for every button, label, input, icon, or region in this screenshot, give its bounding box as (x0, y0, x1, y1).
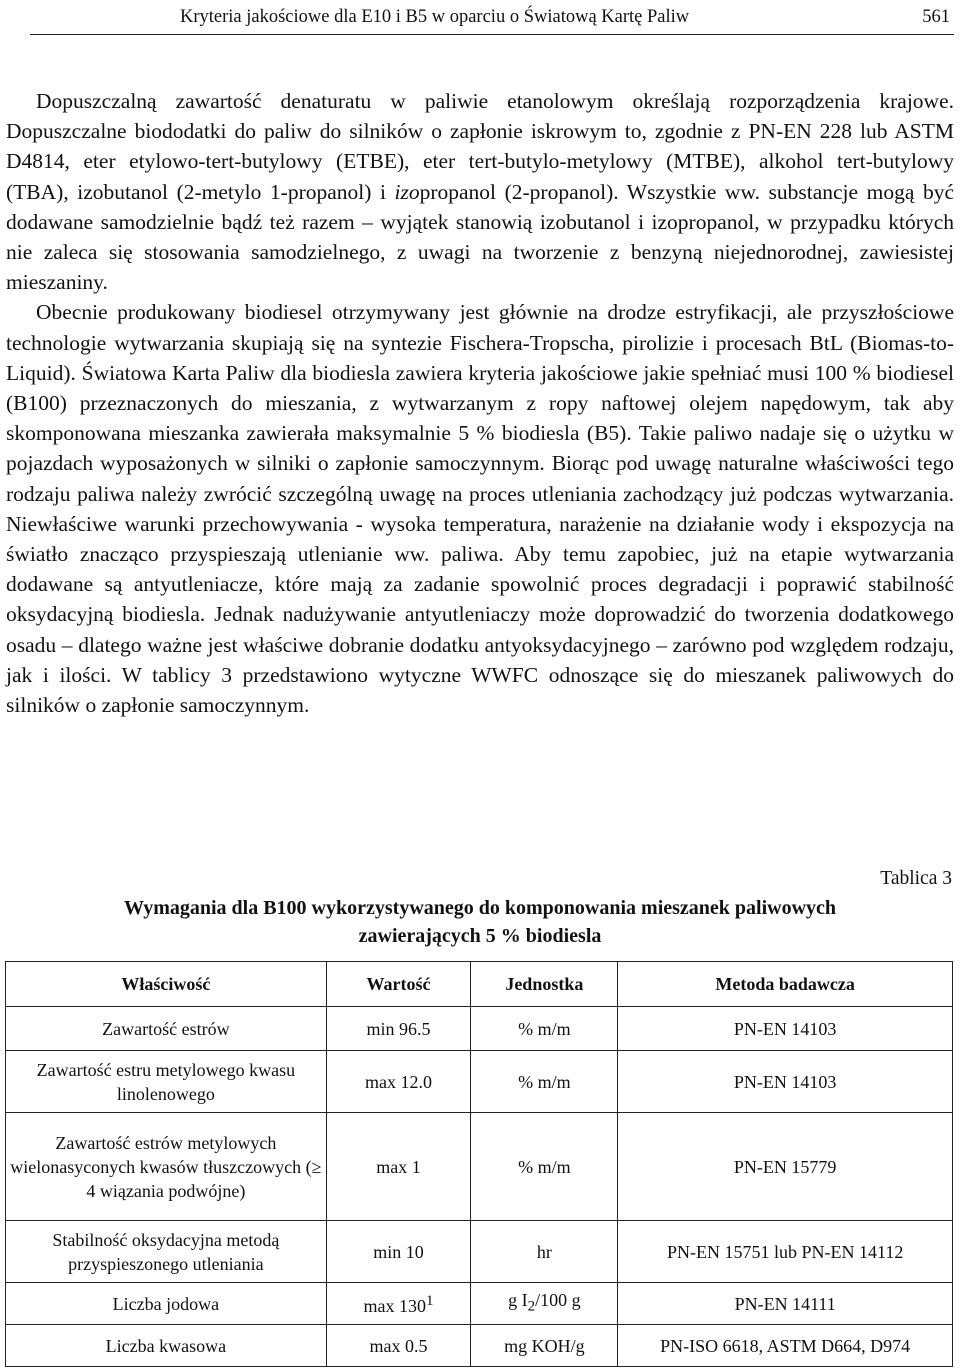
cell-property: Liczba kwasowa (6, 1325, 327, 1367)
table-row (6, 1051, 953, 1113)
greater-or-equal-symbol: ≥ (311, 1156, 322, 1177)
cell-property: Zawartość estrów (6, 1007, 327, 1051)
cell-property: Zawartość estru metylowego kwasu linolenowego (6, 1051, 327, 1113)
cell-unit: % m/m (471, 1113, 618, 1221)
cell-unit: % m/m (471, 1051, 618, 1113)
cell-property (6, 1113, 327, 1221)
cell-unit: hr (471, 1221, 618, 1283)
table-title-line-2: zawierających 5 % biodiesla (358, 925, 602, 947)
cell-unit: % m/m (471, 1007, 618, 1051)
cell-value: max 1 (326, 1113, 471, 1221)
cell-unit-text-b: /100 g (535, 1290, 581, 1311)
table-header-row (6, 962, 953, 1007)
page-header (30, 2, 954, 35)
column-header-method: Metoda badawcza (618, 962, 953, 1007)
paragraph-1-text-a: Dopuszczalną zawartość denaturatu w paliwie etanolowym określają rozporządzenia krajowe. Dopuszczalne biododatki do paliw do silników o zapłonie iskrowym to, zgodnie z PN-EN 228 lub ASTM D4814, eter etylowo-tert-butylowy (ETBE), eter tert-butylo-metylowy (MTBE), alkohol tert-butylowy (TBA), izobutanol (2-metylo 1-propanol) i (6, 89, 954, 204)
cell-method: PN-EN 15779 (618, 1113, 953, 1221)
page-number: 561 (922, 7, 950, 27)
cell-value-text: max 130 (363, 1296, 427, 1316)
table-row (6, 1325, 953, 1367)
table-label: Tablica 3 (880, 868, 952, 889)
table-row (6, 1007, 953, 1051)
cell-value (326, 1283, 471, 1325)
cell-property: Stabilność oksydacyjna metodą przyspieszonego utleniania (6, 1221, 327, 1283)
column-header-property: Właściwość (6, 962, 327, 1007)
requirements-table (5, 961, 953, 1367)
column-header-value: Wartość (326, 962, 471, 1007)
table-row (6, 1283, 953, 1325)
body-text (6, 86, 954, 720)
cell-unit (471, 1283, 618, 1325)
cell-method: PN-EN 14111 (618, 1283, 953, 1325)
cell-unit-subscript: 2 (527, 1298, 536, 1315)
cell-method: PN-ISO 6618, ASTM D664, D974 (618, 1325, 953, 1367)
table-title-line-1: Wymagania dla B100 wykorzystywanego do komponowania mieszanek paliwowych (123, 897, 837, 919)
cell-unit-text-a: g I (508, 1290, 528, 1311)
cell-property: Liczba jodowa (6, 1283, 327, 1325)
cell-property-text-end: 4 wiązania podwójne) (86, 1180, 246, 1201)
cell-value: max 12.0 (326, 1051, 471, 1113)
table-row (6, 1113, 953, 1221)
running-title: Kryteria jakościowe dla E10 i B5 w oparciu o Światową Kartę Paliw (180, 7, 690, 27)
paragraph-1-italic-iso: izo (394, 179, 420, 204)
cell-value: min 10 (326, 1221, 471, 1283)
paragraph-1-text-b: propanol (2-propanol). Wszystkie ww. substancje mogą być dodawane samodzielnie bądź też razem – wyjątek stanowią izobutanol i izopropanol, w przypadku których nie zaleca się stosowania samodzielnego, z uwagi na tworzenie z benzyną niejednorodnej, zawiesistej mieszaniny. (6, 179, 955, 295)
footnote-marker: 1 (426, 1293, 434, 1309)
cell-method: PN-EN 14103 (618, 1007, 953, 1051)
cell-value: min 96.5 (326, 1007, 471, 1051)
paragraph-2: Obecnie produkowany biodiesel otrzymywany jest głównie na drodze estryfikacji, ale przyszłościowe technologie wytwarzania skupiają się na syntezie Fischera-Tropscha, pirolizie i procesach BtL (Biomas-to-Liquid). Światowa Karta Paliw dla biodiesla zawiera kryteria jakościowe jakie spełniać musi 100 % biodiesel (B100) przeznaczonych do mieszania, z wytwarzanym z ropy naftowej olejem napędowym, tak aby skomponowana mieszanka zawierała maksymalnie 5 % biodiesla (B5). Takie paliwo nadaje się o użytku w pojazdach wyposażonych w silniki o zapłonie samoczynnym. Biorąc pod uwagę naturalne właściwości tego rodzaju paliwa należy zwrócić szczególną uwagę na proces utleniania zachodzący już podczas wytwarzania. Niewłaściwe warunki przechowywania - wysoka temperatura, narażenie na działanie wody i ekspozycja na światło znacząco przyspieszają utlenianie ww. paliwa. Aby temu zapobiec, już na etapie wytwarzania dodawane są antyutleniacze, które mają za zadanie spowolnić proces degradacji i poprawić stabilność oksydacyjną biodiesla. Jednak nadużywanie antyutleniaczy może doprowadzić do tworzenia dodatkowego osadu – dlatego ważne jest właściwe dobranie dodatku antyoksydacyjnego – zarówno pod względem rodzaju, jak i ilości. W tablicy 3 przedstawiono wytyczne WWFC odnoszące się do mieszanek paliwowych do silników o zapłonie samoczynnym. (6, 300, 954, 718)
cell-value: max 0.5 (326, 1325, 471, 1367)
paragraph-1 (6, 86, 954, 297)
cell-method: PN-EN 14103 (618, 1051, 953, 1113)
table-row (6, 1221, 953, 1283)
cell-method: PN-EN 15751 lub PN-EN 14112 (618, 1221, 953, 1283)
table-title (0, 894, 960, 950)
column-header-unit: Jednostka (471, 962, 618, 1007)
cell-property-text: Zawartość estrów metylowych wielonasyconych kwasów tłuszczowych ( (10, 1132, 312, 1177)
cell-unit: mg KOH/g (471, 1325, 618, 1367)
